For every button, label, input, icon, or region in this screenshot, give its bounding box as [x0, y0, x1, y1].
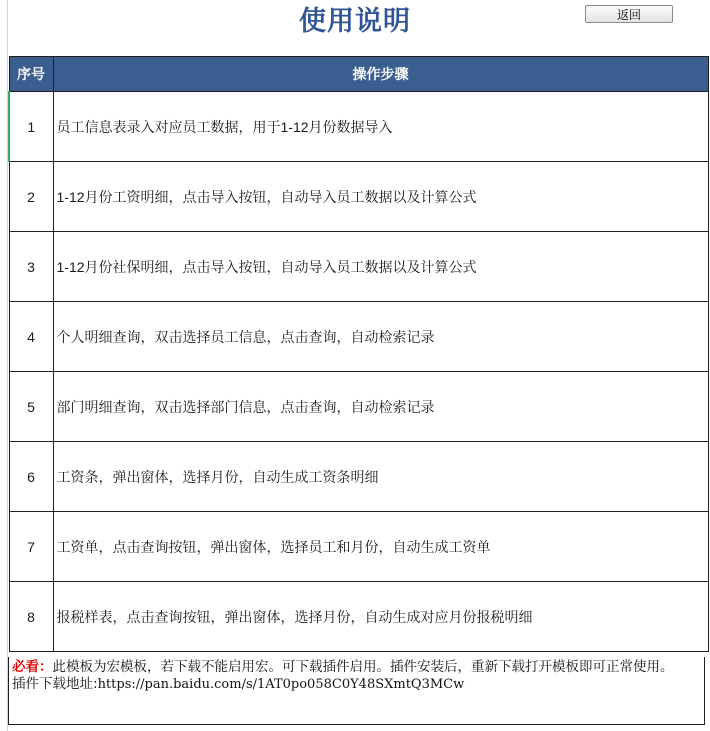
macro-notice[interactable]	[8, 657, 705, 725]
table-row	[9, 302, 708, 372]
row-number[interactable]: 1	[9, 92, 53, 162]
row-number[interactable]: 2	[9, 162, 53, 232]
row-number[interactable]: 3	[9, 232, 53, 302]
page-title: 使用说明	[299, 6, 411, 37]
row-step-text[interactable]: 工资单，点击查询按钮，弹出窗体，选择员工和月份，自动生成工资单	[53, 512, 708, 582]
row-step-text[interactable]: 员工信息表录入对应员工数据，用于1-12月份数据导入	[53, 92, 708, 162]
row-step-text[interactable]: 报税样表，点击查询按钮，弹出窗体，选择月份，自动生成对应月份报税明细	[53, 582, 708, 652]
row-step-text[interactable]: 工资条，弹出窗体，选择月份，自动生成工资条明细	[53, 442, 708, 512]
table-header-row	[9, 57, 708, 92]
back-button[interactable]: 返回	[585, 5, 673, 23]
row-step-text[interactable]: 部门明细查询，双击选择部门信息，点击查询，自动检索记录	[53, 372, 708, 442]
table-row	[9, 582, 708, 652]
instructions-table	[8, 56, 709, 652]
row-number[interactable]: 7	[9, 512, 53, 582]
row-number[interactable]: 4	[9, 302, 53, 372]
table-row	[9, 372, 708, 442]
table-row	[9, 92, 708, 162]
table-row	[9, 442, 708, 512]
row-header-strip	[0, 0, 8, 731]
table-row	[9, 512, 708, 582]
header-number: 序号	[9, 57, 53, 92]
row-number[interactable]: 6	[9, 442, 53, 512]
row-step-text[interactable]: 个人明细查询，双击选择员工信息，点击查询，自动检索记录	[53, 302, 708, 372]
table-row	[9, 162, 708, 232]
must-read-label: 必看：	[12, 659, 53, 675]
row-number[interactable]: 5	[9, 372, 53, 442]
row-step-text[interactable]: 1-12月份社保明细，点击导入按钮，自动导入员工数据以及计算公式	[53, 232, 708, 302]
notice-message: 此模板为宏模板，若下载不能启用宏。可下载插件启用。插件安装后，重新下载打开模板即可正常使用。	[52, 659, 674, 675]
row-number[interactable]: 8	[9, 582, 53, 652]
header-steps: 操作步骤	[53, 57, 708, 92]
download-url: https://pan.baidu.com/s/1AT0po058C0Y48SXmtQ3MCw	[97, 677, 465, 692]
table-row	[9, 232, 708, 302]
download-label: 插件下载地址:	[12, 676, 98, 692]
row-step-text[interactable]: 1-12月份工资明细，点击导入按钮，自动导入员工数据以及计算公式	[53, 162, 708, 232]
